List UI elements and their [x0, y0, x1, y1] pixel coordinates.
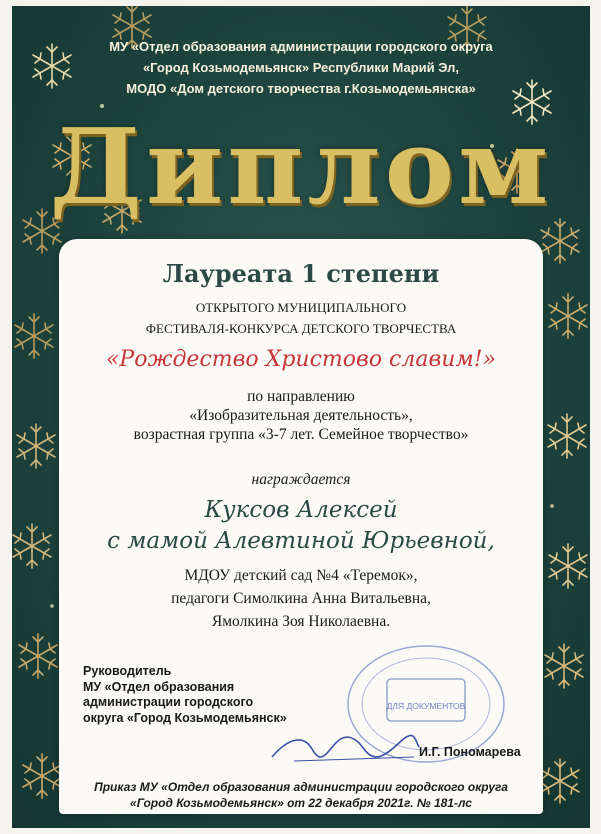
header-line: «Город Козьмодемьянск» Республики Марий Эл, — [142, 60, 460, 75]
stamp-text: ДЛЯ ДОКУМЕНТОВ — [386, 701, 466, 711]
snowflake-icon — [13, 524, 51, 568]
subtitle-line: ФЕСТИВАЛЯ-КОНКУРСА ДЕТСКОГО ТВОРЧЕСТВА — [145, 321, 457, 336]
diploma-frame — [12, 6, 590, 828]
order-line: Приказ МУ «Отдел образования администрации городского округа — [94, 780, 508, 794]
direction-line: по направлению — [247, 388, 355, 405]
subtitle-line: ОТКРЫТОГО МУНИЦИПАЛЬНОГО — [195, 300, 407, 315]
snowflake-icon — [549, 544, 587, 588]
school-line: педагоги Симолкина Анна Витальевна, — [171, 590, 431, 607]
recipient-line: Куксов Алексей — [204, 497, 398, 523]
signer-role-line: администрации городского — [83, 695, 254, 709]
snowflake-icon — [545, 644, 583, 688]
festival-name: «Рождество Христово славим!» — [105, 347, 497, 372]
signer-role-line: округа «Город Козьмодемьянск» — [83, 710, 287, 725]
snowflake-icon — [19, 634, 57, 678]
header-line: МОДО «Дом детского творчества г.Козьмодемьянска» — [126, 81, 476, 96]
signer-name: И.Г. Пономарева — [419, 745, 521, 759]
signer-role-line: МУ «Отдел образования — [83, 679, 235, 694]
recipient-line: с мамой Алевтиной Юрьевной, — [107, 528, 495, 554]
school-line: МДОУ детский сад №4 «Теремок», — [184, 567, 418, 584]
content-panel — [59, 239, 543, 814]
organization-header — [12, 36, 590, 99]
school-info — [59, 564, 543, 633]
snowflake-icon — [549, 294, 587, 338]
festival-subtitle — [59, 297, 543, 339]
school-line: Ямолкина Зоя Николаевна. — [211, 613, 391, 630]
awarded-label: награждается — [251, 471, 351, 488]
signer-role-line: Руководитель — [83, 664, 172, 678]
order-reference — [59, 779, 543, 811]
direction-line: возрастная группа «3-7 лет. Семейное творчество» — [133, 426, 469, 443]
diploma-title: Диплом — [49, 105, 553, 228]
recipient-name — [59, 495, 543, 557]
header-line: МУ «Отдел образования администрации городского округа — [109, 39, 493, 54]
snowflake-icon — [548, 414, 586, 458]
laureate-degree: Лауреата 1 степени — [162, 259, 440, 288]
order-line: «Город Козьмодемьянск» от 22 декабря 2021г. № 181-лс — [130, 796, 472, 810]
snowflake-icon — [17, 424, 55, 468]
direction-text — [59, 387, 543, 444]
snowflake-icon — [15, 314, 53, 358]
direction-line: «Изобразительная деятельность», — [189, 407, 413, 424]
signer-position — [83, 664, 343, 726]
handwritten-signature — [264, 727, 424, 767]
snowflake-icon — [541, 759, 579, 803]
snowflake-icon — [23, 754, 61, 798]
